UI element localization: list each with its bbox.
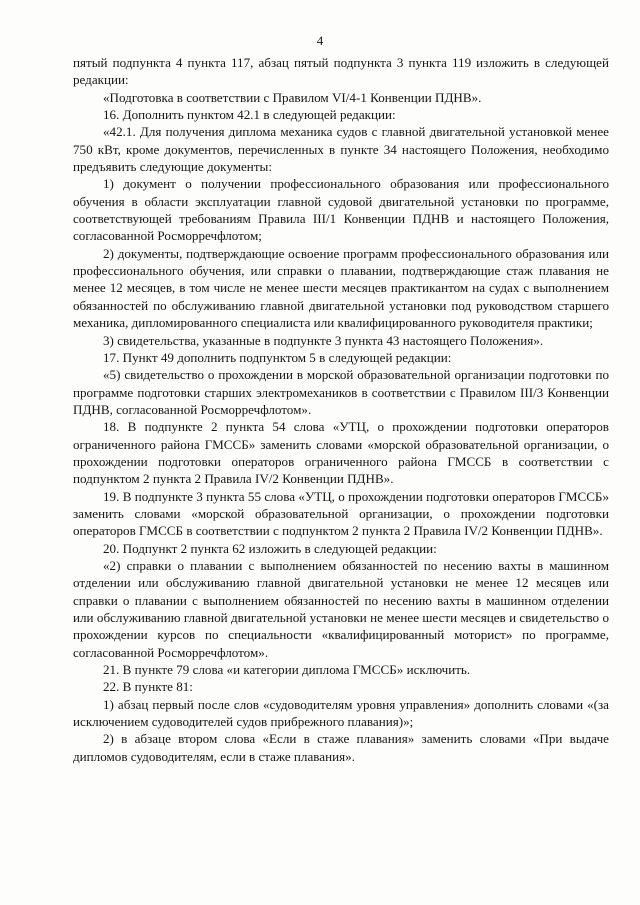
paragraph-item-17-text: «5) свидетельство о прохождении в морской образовательной организации подготовки по программе подготовки старших электромехаников в соответствии с Правилом III/3 Конвенции ПДНВ, согласованной Росморречфлотом». (73, 367, 609, 417)
document-body (73, 54, 609, 765)
paragraph-item-22: 22. В пункте 81: (103, 679, 193, 695)
paragraph-item-17: 17. Пункт 49 дополнить подпунктом 5 в следующей редакции: (103, 349, 452, 365)
paragraph-item-22-sub-2: 2) в абзаце втором слова «Если в стаже плавания» заменить словами «При выдаче дипломов судоводителям, если в стаже плавания». (73, 731, 609, 764)
paragraph-item-21: 21. В пункте 79 слова «и категории диплома ГМССБ» исключить. (103, 662, 471, 678)
paragraph-item-16: 16. Дополнить пунктом 42.1 в следующей редакции: (103, 107, 396, 123)
paragraph-item-20: 20. Подпункт 2 пункта 62 изложить в следующей редакции: (103, 540, 437, 556)
paragraph-item-20-text: «2) справки о плавании с выполнением обязанностей по несению вахты в машинном отделении или обслуживанию главной двигательной установки не менее 12 месяцев или справки о плавании с выполнением обязанностей по несению вахты в машинном отделении или обслуживанию главной двигательной установки не менее шести месяцев и свидетельство о прохождении курсов по специальности «квалифицированный моторист» по программе, согласованной Росморречфлотом». (73, 557, 609, 660)
paragraph-continuation: пятый подпункта 4 пункта 117, абзац пятый подпункта 3 пункта 119 изложить в следующей редакции: (73, 55, 609, 88)
paragraph-item-18: 18. В подпункте 2 пункта 54 слова «УТЦ, о прохождении подготовки операторов ограниченного района ГМССБ» заменить словами «морской образовательной организации, о прохождении подготовки операторов ограниченного района ГМССБ в соответствии с подпунктом 2 пункта 2 Правила IV/2 Конвенции ПДНВ». (73, 419, 609, 487)
paragraph-item-19: 19. В подпункте 3 пункта 55 слова «УТЦ, о прохождении подготовки операторов ГМССБ» заменить словами «морской образовательной организации, о прохождении подготовки операторов ГМССБ в соответствии с подпунктом 2 пункта 2 Правила IV/2 Конвенции ПДНВ». (73, 488, 609, 539)
paragraph-subitem-2: 2) документы, подтверждающие освоение программ профессионального образования или профессионального обучения, или справки о плавании, подтверждающие стаж плавания не менее 12 месяцев, в том числе не менее шести месяцев практикантом на судах с выполнением обязанностей по обслуживанию главной двигательной установки под руководством старшего механика, дипломированного специалиста или квалифицированного руководителя практики; (73, 245, 609, 331)
paragraph-item-22-sub-1: 1) абзац первый после слов «судоводителям уровня управления» дополнить словами «(за исключением судоводителей судов прибрежного плавания)»; (73, 696, 609, 730)
page-number: 4 (316, 33, 324, 48)
paragraph-quoted-title: «Подготовка в соответствии с Правилом VI/4-1 Конвенции ПДНВ». (103, 89, 482, 105)
paragraph-subitem-3: 3) свидетельства, указанные в подпункте 3 пункта 43 настоящего Положения». (103, 332, 544, 348)
paragraph-subitem-1: 1) документ о получении профессионального образования или профессионального обучения в области эксплуатации главной судовой двигательной установки по программе, соответствующей требованиям Правила III/1 Конвенции ПДНВ и настоящего Положения, согласованной Росморречфлотом; (73, 176, 609, 244)
paragraph-item-42-1: «42.1. Для получения диплома механика судов с главной двигательной установкой менее 750 кВт, кроме документов, перечисленных в пункте 34 настоящего Положения, необходимо предъявить следующие документы: (73, 124, 609, 175)
